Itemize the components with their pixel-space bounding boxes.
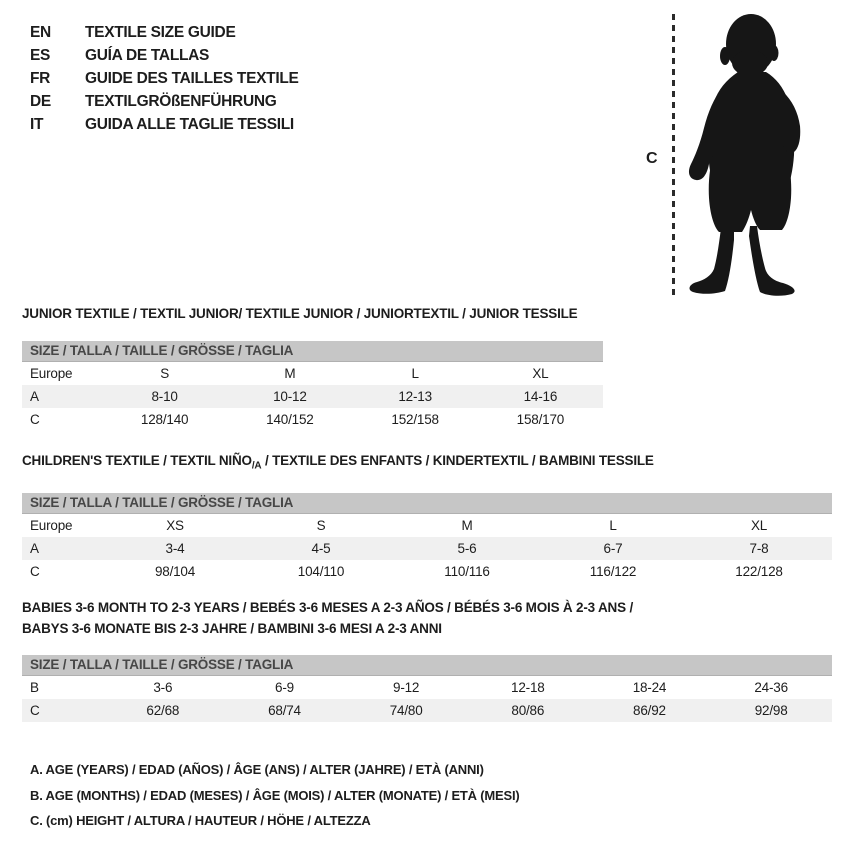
value-cell: 24-36	[754, 680, 788, 695]
row-label-cell: Europe	[30, 366, 73, 381]
table-row	[22, 385, 603, 408]
table-row	[22, 362, 603, 385]
junior-size-table	[22, 362, 603, 431]
value-cell: 158/170	[516, 412, 565, 427]
value-cell: 80/86	[511, 703, 545, 718]
subscript-text: /A	[251, 460, 262, 472]
value-cell: 10-12	[273, 389, 307, 404]
language-code: IT	[30, 115, 44, 133]
value-cell: 104/110	[297, 563, 345, 579]
section-title-line2: BABYS 3-6 MONATE BIS 2-3 JAHRE / BAMBINI 3-6 MESI A 2-3 ANNI	[22, 621, 442, 636]
value-cell: 12-13	[398, 389, 432, 404]
value-cell: 8-10	[151, 389, 178, 404]
value-cell: 152/158	[391, 412, 439, 427]
language-title: GUIDE DES TAILLES TEXTILE	[85, 69, 299, 87]
value-cell: 7-8	[749, 540, 769, 556]
table-row	[22, 514, 832, 537]
value-cell: 122/128	[735, 563, 783, 579]
value-cell: 18-24	[632, 680, 667, 695]
value-cell: 3-4	[165, 540, 185, 556]
figure-area	[620, 0, 850, 310]
language-title: GUIDA ALLE TAGLIE TESSILI	[85, 115, 294, 133]
legend-line-c: C. (cm) HEIGHT / ALTURA / HAUTEUR / HÖHE / ALTEZZA	[30, 813, 371, 828]
value-cell: S	[316, 517, 326, 533]
language-code: ES	[30, 46, 51, 64]
language-code: FR	[30, 69, 51, 87]
table-row	[22, 537, 832, 560]
value-cell: 5-6	[457, 540, 477, 556]
value-cell: 86/92	[633, 703, 666, 718]
row-label-cell: C	[30, 703, 40, 718]
value-cell: 140/152	[266, 412, 314, 427]
table-row	[22, 676, 832, 699]
language-title: TEXTILE SIZE GUIDE	[85, 23, 236, 41]
value-cell: 110/116	[444, 563, 490, 579]
language-title: TEXTILGRÖßENFÜHRUNG	[85, 92, 277, 110]
language-title: GUÍA DE TALLAS	[85, 46, 210, 64]
measure-legend	[30, 757, 520, 834]
row-label-cell: C	[30, 412, 40, 427]
section-title: JUNIOR TEXTILE / TEXTIL JUNIOR/ TEXTILE JUNIOR / JUNIORTEXTIL / JUNIOR TESSILE	[22, 306, 578, 321]
measure-label-c: C	[646, 150, 658, 167]
legend-line-a: A. AGE (YEARS) / EDAD (AÑOS) / ÂGE (ANS) / ALTER (JAHRE) / ETÀ (ANNI)	[30, 762, 484, 777]
value-cell: XL	[750, 517, 768, 533]
value-cell: 6-9	[275, 680, 294, 695]
value-cell: 62/68	[146, 703, 180, 718]
value-cell: 92/98	[754, 703, 788, 718]
section-junior-textile	[22, 306, 603, 431]
language-row-en	[30, 21, 299, 44]
table-row	[22, 560, 832, 583]
row-label-cell: B	[30, 680, 39, 695]
section-title-line1: BABIES 3-6 MONTH TO 2-3 YEARS / BEBÉS 3-6 MESES A 2-3 AÑOS / BÉBÉS 3-6 MOIS À 2-3 ANS /	[22, 600, 633, 615]
language-code: DE	[30, 92, 51, 110]
value-cell: XS	[166, 517, 184, 533]
row-label-cell: Europe	[30, 517, 73, 533]
value-cell: 4-5	[311, 540, 331, 556]
value-cell: L	[609, 517, 617, 533]
row-label-cell: A	[30, 389, 39, 404]
size-header-bar: SIZE / TALLA / TAILLE / GRÖSSE / TAGLIA	[22, 341, 603, 362]
value-cell: 9-12	[393, 680, 420, 695]
value-cell: 6-7	[603, 540, 623, 556]
language-row-es	[30, 44, 299, 67]
language-row-de	[30, 90, 299, 113]
value-cell: XL	[532, 366, 549, 381]
value-cell: 14-16	[523, 389, 558, 404]
value-cell: 68/74	[268, 703, 301, 718]
size-header-bar: SIZE / TALLA / TAILLE / GRÖSSE / TAGLIA	[22, 655, 832, 676]
value-cell: L	[411, 366, 419, 381]
size-header-bar: SIZE / TALLA / TAILLE / GRÖSSE / TAGLIA	[22, 493, 832, 514]
row-label-cell: C	[30, 563, 40, 579]
value-cell: 3-6	[153, 680, 173, 695]
value-cell: 98/104	[154, 563, 196, 579]
language-row-it	[30, 113, 299, 136]
value-cell: 116/122	[589, 563, 637, 579]
value-cell: M	[461, 517, 473, 533]
table-row	[22, 408, 603, 431]
language-header	[30, 21, 299, 136]
babies-size-table	[22, 676, 832, 722]
height-measure-dotted-line	[672, 14, 675, 295]
language-code: EN	[30, 23, 51, 41]
section-childrens-textile	[22, 453, 832, 583]
table-row	[22, 699, 832, 722]
section-title: CHILDREN'S TEXTILE / TEXTIL $NIÑO_{/A}$ / TEXTILE DES ENFANTS / KINDERTEXTIL / BAMBINI TESSILE	[22, 453, 654, 472]
legend-line-b: B. AGE (MONTHS) / EDAD (MESES) / ÂGE (MOIS) / ALTER (MONATE) / ETÀ (MESI)	[30, 787, 520, 803]
children-size-table	[22, 514, 832, 583]
value-cell: S	[160, 366, 170, 381]
value-cell: 128/140	[140, 412, 189, 427]
section-babies-textile	[22, 597, 832, 722]
row-label-cell: A	[30, 540, 39, 556]
toddler-silhouette-icon	[680, 0, 850, 310]
value-cell: 12-18	[511, 680, 545, 695]
value-cell: M	[284, 366, 296, 381]
value-cell: 74/80	[389, 703, 423, 718]
language-row-fr	[30, 67, 299, 90]
